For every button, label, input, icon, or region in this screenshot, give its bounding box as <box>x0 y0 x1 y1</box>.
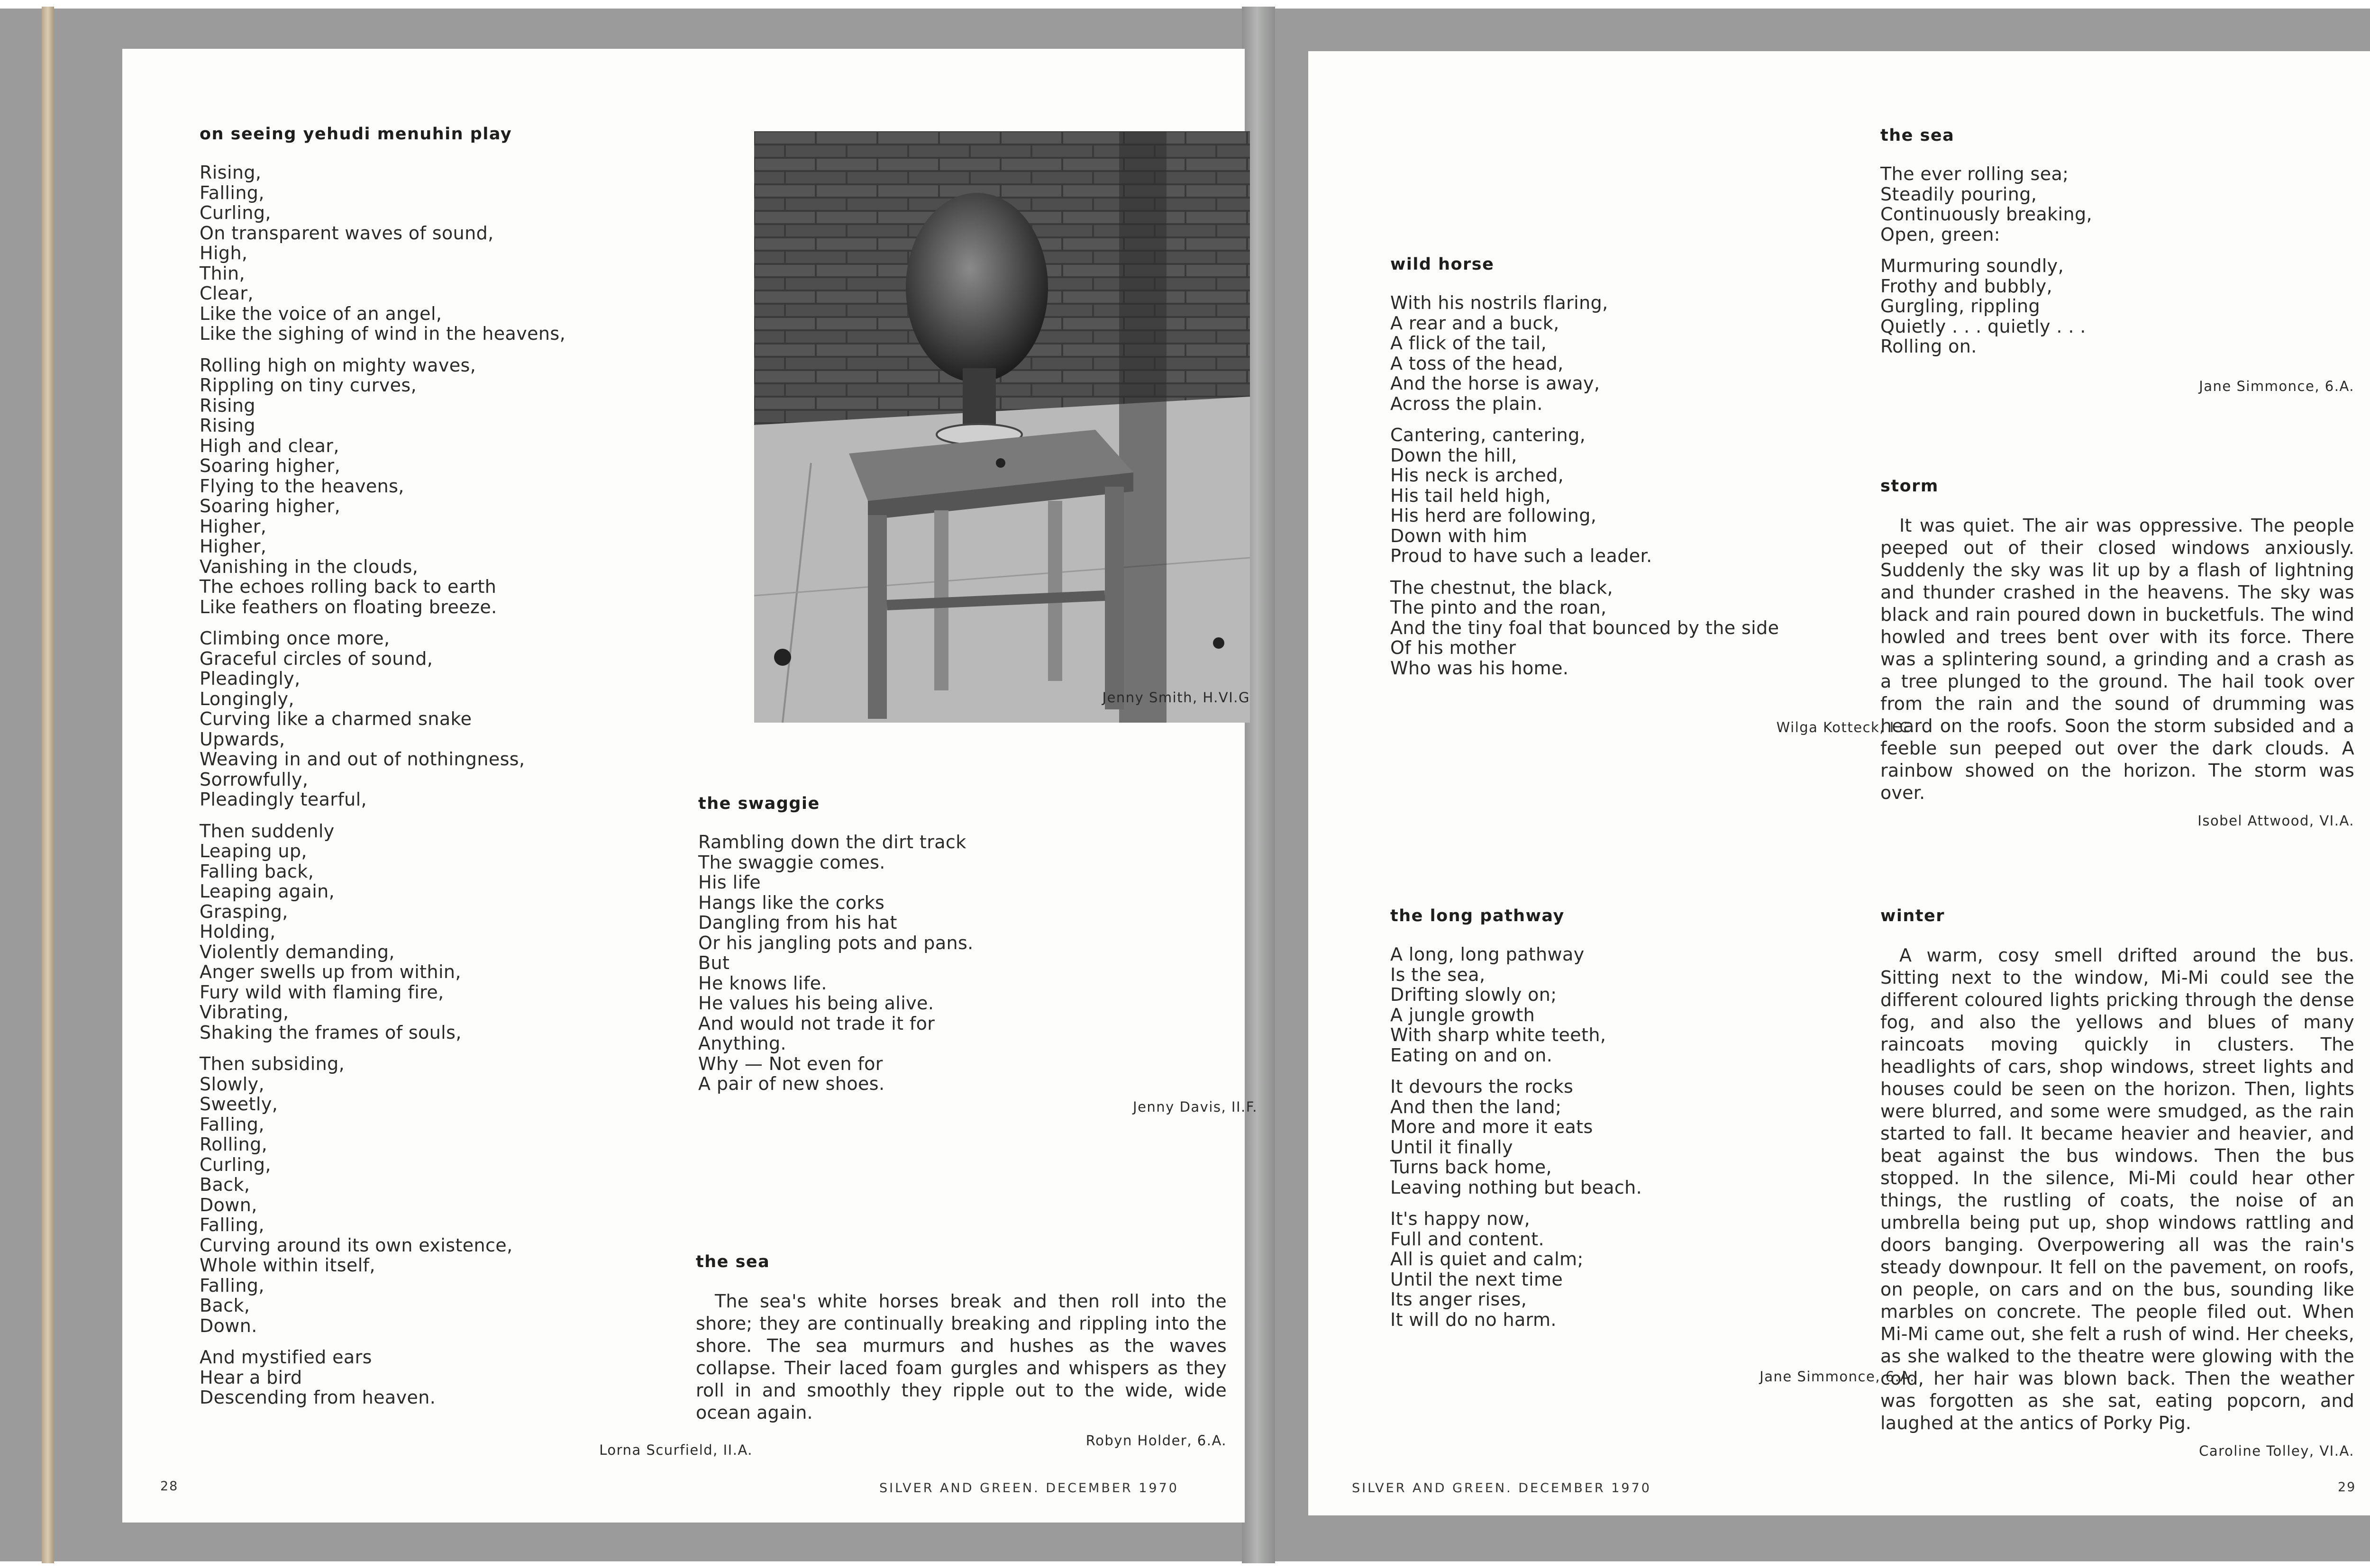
poem-line: Cantering, cantering, <box>1390 425 1586 445</box>
scan-edge-bottom <box>0 1561 2370 1568</box>
poem-line: But <box>698 952 730 973</box>
poem-line: With sharp white teeth, <box>1390 1024 1606 1045</box>
poem-line: Anger swells up from within, <box>200 961 461 982</box>
poem-line: Curling, <box>200 1154 271 1175</box>
poem-line: Leaving nothing but beach. <box>1390 1177 1642 1198</box>
poem-line: Whole within itself, <box>200 1255 375 1276</box>
poem-line: Quietly . . . quietly . . . <box>1880 316 2086 337</box>
poem-line: Pleadingly, <box>200 668 301 689</box>
poem-line: Longingly, <box>200 688 294 709</box>
poem-line: Falling back, <box>200 861 314 882</box>
poem-line: Leaping again, <box>200 881 335 902</box>
prose-title: storm <box>1880 477 1939 496</box>
stanza <box>1880 164 2354 245</box>
poem-line: Back, <box>200 1295 250 1316</box>
poem-line: Higher, <box>200 536 267 557</box>
poem-line: Hangs like the corks <box>698 892 885 913</box>
poem-line: Proud to have such a leader. <box>1390 545 1652 566</box>
poem-title: on seeing yehudi menuhin play <box>200 125 512 144</box>
poem-line: Rolling high on mighty waves, <box>200 354 476 376</box>
poem-line: Graceful circles of sound, <box>200 648 433 669</box>
poem-line: Down the hill, <box>1390 444 1517 466</box>
poem-line: Anything. <box>698 1033 786 1054</box>
poem-line: A pair of new shoes. <box>698 1073 885 1094</box>
poem-line: Rising, <box>200 162 262 183</box>
poem-credit: Jane Simmonce, 6.A. <box>1759 1369 1915 1385</box>
poem-line: Turns back home, <box>1390 1157 1552 1178</box>
poem-line: Sweetly, <box>200 1094 278 1115</box>
stanza <box>1880 256 2354 357</box>
poem-line: Down. <box>200 1315 257 1336</box>
prose-storm <box>1880 477 2354 829</box>
poem-line: Rippling on tiny curves, <box>200 375 417 396</box>
prose-the-sea <box>696 1252 1227 1449</box>
poem-line: A rear and a buck, <box>1390 312 1559 334</box>
poem-line: Steadily pouring, <box>1880 183 2037 205</box>
poem-line: Holding, <box>200 921 276 942</box>
poem-line: Open, green: <box>1880 224 2001 245</box>
poem-line: Weaving in and out of nothingness, <box>200 749 525 770</box>
poem-line: With his nostrils flaring, <box>1390 292 1608 313</box>
poem-body <box>1390 944 1817 1330</box>
poem-menuhin <box>200 125 626 1419</box>
prose-body: It was quiet. The air was oppressive. The people peeped out of their closed windows anxiously. Suddenly the sky was lit up by a flash of lightning and thunder crashed in the heavens. The sky was black and rain poured down in bucketfuls. The wind howled and trees bent over with its force. There was a splintering sound, a grinding and a crash as a tree plunged to the ground. The hail took over from the rain and the sound of drumming was heard on the roofs. Soon the storm subsided and a feeble sun peeped out over the dark clouds. A rainbow showed on the horizon. The storm was over. <box>1880 515 2354 803</box>
poem-line: Or his jangling pots and pans. <box>698 932 974 953</box>
poem-credit: Lorna Scurfield, II.A. <box>599 1442 753 1458</box>
poem-line: Drifting slowly on; <box>1390 984 1557 1005</box>
poem-title: the sea <box>1880 126 1955 145</box>
poem-title: the swaggie <box>698 794 820 813</box>
poem-line: On transparent waves of sound, <box>200 222 494 244</box>
stanza <box>1390 944 1817 1065</box>
stanza <box>200 628 626 810</box>
stanza <box>200 1054 626 1336</box>
photo-credit: Jenny Smith, H.VI.G <box>1102 689 1250 706</box>
poem-line: It devours the rocks <box>1390 1076 1574 1097</box>
poem-long-pathway <box>1390 906 1817 1341</box>
poem-line: Like the sighing of wind in the heavens, <box>200 323 566 344</box>
stanza <box>1390 425 1817 566</box>
poem-line: Vibrating, <box>200 1002 289 1023</box>
poem-line: Continuously breaking, <box>1880 204 2092 225</box>
poem-line: And the tiny foal that bounced by the side <box>1390 617 1779 638</box>
poem-line: More and more it eats <box>1390 1116 1593 1137</box>
poem-line: Thin, <box>200 263 246 284</box>
poem-line: Climbing once more, <box>200 628 390 649</box>
page-number: 29 <box>2338 1480 2356 1495</box>
poem-line: Falling, <box>200 1114 264 1135</box>
poem-line: His tail held high, <box>1390 485 1551 506</box>
stanza <box>200 163 626 344</box>
poem-line: Back, <box>200 1174 250 1195</box>
poem-line: And mystified ears <box>200 1347 372 1368</box>
prose-credit: Caroline Tolley, VI.A. <box>2199 1443 2354 1459</box>
poem-line: Grasping, <box>200 901 288 922</box>
poem-swaggie <box>698 794 1258 1115</box>
poem-line: A flick of the tail, <box>1390 333 1547 353</box>
left-page <box>122 49 1258 1523</box>
poem-line: Until it finally <box>1390 1136 1513 1158</box>
poem-line: Vanishing in the clouds, <box>200 556 419 577</box>
poem-line: Clear, <box>200 283 254 304</box>
poem-line: Rising <box>200 395 255 416</box>
poem-line: It's happy now, <box>1390 1208 1531 1229</box>
poem-line: And would not trade it for <box>698 1013 935 1034</box>
poem-line: He values his being alive. <box>698 993 934 1014</box>
poem-line: He knows life. <box>698 972 827 994</box>
poem-line: Then suddenly <box>200 820 335 842</box>
poem-body <box>200 163 626 1408</box>
poem-line: Across the plain. <box>1390 393 1543 414</box>
poem-title: wild horse <box>1390 255 1495 274</box>
poem-line: Full and content. <box>1390 1228 1544 1250</box>
poem-line: Soaring higher, <box>200 455 341 476</box>
poem-line: Fury wild with flaming fire, <box>200 981 444 1003</box>
poem-line: Dangling from his hat <box>698 912 897 933</box>
poem-line: Leaping up, <box>200 841 307 861</box>
poem-line: Violently demanding, <box>200 941 395 962</box>
poem-body <box>698 832 1258 1094</box>
poem-body <box>1390 293 1817 678</box>
poem-line: Flying to the heavens, <box>200 475 404 497</box>
poem-line: A jungle growth <box>1390 1004 1535 1025</box>
poem-line: High and clear, <box>200 435 339 456</box>
poem-line: Is the sea, <box>1390 964 1486 985</box>
poem-line: Pleadingly tearful, <box>200 789 367 810</box>
prose-title: winter <box>1880 906 1945 925</box>
poem-line: Falling, <box>200 1275 264 1296</box>
poem-line: The ever rolling sea; <box>1880 163 2069 184</box>
poem-line: Rolling, <box>200 1134 268 1155</box>
poem-line: Curling, <box>200 202 271 223</box>
poem-line: Murmuring soundly, <box>1880 255 2064 276</box>
poem-line: Higher, <box>200 516 267 537</box>
poem-line: The swaggie comes. <box>698 852 885 873</box>
prose-winter <box>1880 906 2354 1459</box>
poem-line: Slowly, <box>200 1073 264 1095</box>
poem-line: A toss of the head, <box>1390 353 1564 374</box>
poem-line: His neck is arched, <box>1390 465 1564 486</box>
poem-line: Curving like a charmed snake <box>200 708 472 729</box>
poem-line: Falling, <box>200 1215 264 1235</box>
poem-line: Hear a bird <box>200 1367 302 1388</box>
poem-line: Rolling on. <box>1880 336 1977 357</box>
poem-line: His herd are following, <box>1390 505 1597 526</box>
poem-line: The echoes rolling back to earth <box>200 576 497 597</box>
poem-line: And the horse is away, <box>1390 373 1600 394</box>
stanza <box>200 821 626 1043</box>
poem-line: Its anger rises, <box>1390 1289 1527 1310</box>
stanza <box>1390 1077 1817 1197</box>
prose-credit: Isobel Attwood, VI.A. <box>2197 813 2354 829</box>
poem-line: High, <box>200 243 248 263</box>
poem-line: All is quiet and calm; <box>1390 1249 1584 1269</box>
poem-the-sea <box>1880 126 2354 368</box>
stanza <box>1390 578 1817 679</box>
poem-line: Sorrowfully, <box>200 769 309 790</box>
poem-line: Like feathers on floating breeze. <box>200 596 497 617</box>
poem-line: Down with him <box>1390 525 1528 546</box>
book-spine-edge <box>42 7 54 1563</box>
sculpture-photo <box>754 131 1250 723</box>
poem-line: Shaking the frames of souls, <box>200 1022 462 1043</box>
poem-line: Curving around its own existence, <box>200 1234 513 1256</box>
poem-line: Who was his home. <box>1390 657 1569 679</box>
poem-line: Then subsiding, <box>200 1053 345 1074</box>
prose-body: The sea's white horses break and then roll into the shore; they are continually breaking and rippling into the shore. The sea murmurs and hushes as the waves collapse. Their laced foam gurgles and whispers as they roll in and smoothly they ripple out to the wide, wide ocean again. <box>696 1291 1227 1423</box>
poem-credit: Jane Simmonce, 6.A. <box>2199 378 2354 394</box>
poem-credit: Wilga Kotteck, I.C. <box>1776 719 1915 735</box>
poem-line: Gurgling, rippling <box>1880 296 2041 317</box>
poem-line: Down, <box>200 1194 257 1215</box>
poem-line: Frothy and bubbly, <box>1880 275 2053 297</box>
poem-line: Rambling down the dirt track <box>698 832 966 852</box>
poem-line: Eating on and on. <box>1390 1044 1553 1066</box>
stanza <box>200 355 626 617</box>
poem-line: Until the next time <box>1390 1269 1563 1290</box>
poem-credit: Jenny Davis, II.F. <box>1133 1098 1258 1115</box>
poem-line: Rising <box>200 415 255 436</box>
stanza <box>1390 1209 1817 1330</box>
stanza <box>200 1347 626 1408</box>
poem-line: Upwards, <box>200 728 285 750</box>
poem-line: Soaring higher, <box>200 496 341 517</box>
poem-line: It will do no harm. <box>1390 1309 1557 1330</box>
poem-line: Falling, <box>200 182 264 203</box>
poem-body <box>1880 164 2354 357</box>
poem-line: Like the voice of an angel, <box>200 303 442 324</box>
poem-line: Descending from heaven. <box>200 1387 436 1408</box>
poem-title: the long pathway <box>1390 906 1565 925</box>
poem-line: The chestnut, the black, <box>1390 577 1613 598</box>
page-footer: SILVER AND GREEN. DECEMBER 1970 <box>1352 1481 1651 1495</box>
poem-line: Why — Not even for <box>698 1053 883 1074</box>
right-page <box>1308 51 2370 1515</box>
page-footer: SILVER AND GREEN. DECEMBER 1970 <box>879 1481 1179 1495</box>
prose-credit: Robyn Holder, 6.A. <box>1085 1432 1227 1449</box>
prose-body: A warm, cosy smell drifted around the bus. Sitting next to the window, Mi-Mi could see the different coloured lights pricking through the dense fog, and also the yellows and blues of many raincoats moving quickly in clusters. The headlights of cars, shop windows, street lights and houses could be seen on the horizon. Then, lights were blurred, and some were smudged, as the rain started to fall. It became heavier and heavier, and beat against the bus windows. Then the bus stopped. In the silence, Mi-Mi could hear other things, the rustling of coats, the noise of an umbrella being put up, shop windows rattling and doors banging. Overpowering all was the rain's steady downpour. It fell on the pavement, on roofs, on people, on cars and on the bus, sounding like marbles on concrete. The people filed out. When Mi-Mi came out, she felt a rush of wind. Her cheeks, as she walked to the theatre were glowing with the cold, her hair was blown back. Then the weather was forgotten as she sat, eating popcorn, and laughed at the antics of Porky Pig. <box>1880 945 2354 1433</box>
scan-edge-top <box>0 0 2370 9</box>
page-number: 28 <box>160 1479 179 1494</box>
poem-line: A long, long pathway <box>1390 944 1585 965</box>
poem-line: Of his mother <box>1390 637 1516 658</box>
prose-title: the sea <box>696 1252 770 1271</box>
poem-line: And then the land; <box>1390 1096 1562 1117</box>
poem-wild-horse <box>1390 255 1817 689</box>
poem-line: His life <box>698 872 761 893</box>
poem-line: The pinto and the roan, <box>1390 597 1607 618</box>
stanza <box>1390 293 1817 414</box>
